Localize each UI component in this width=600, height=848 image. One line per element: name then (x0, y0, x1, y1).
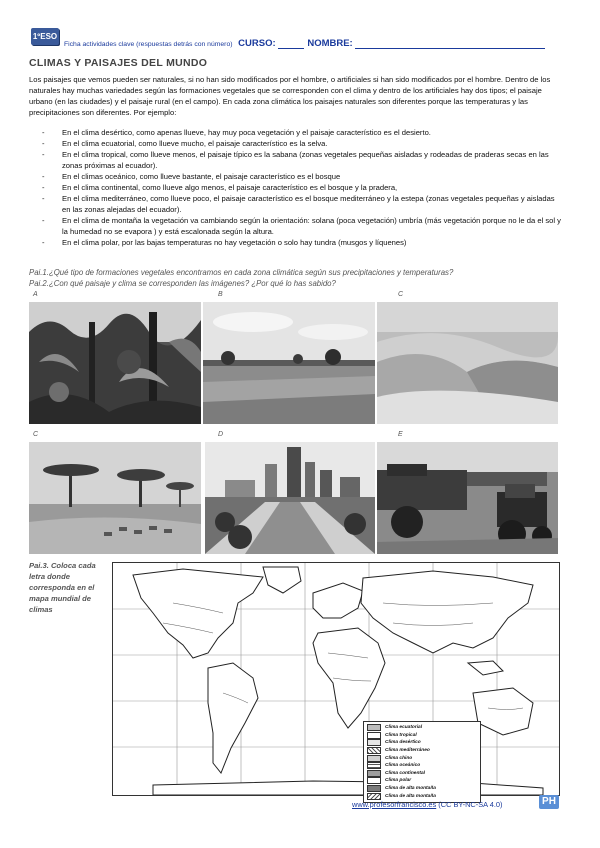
legend-row: Clima mediterráneo (367, 747, 477, 755)
list-item: - En el clima desértico, como apenas llueve, hay muy poca vegetación y el paisaje característico es el desierto. (40, 127, 562, 138)
nombre-field[interactable] (355, 40, 545, 49)
page-title: CLIMAS Y PAISAJES DEL MUNDO (29, 57, 208, 69)
curso-field[interactable] (278, 40, 304, 49)
list-item: - En el clima polar, por las bajas temperaturas no hay vegetación o solo hay tundra (musgos y líquenes) (40, 237, 562, 248)
list-item: - En el clima mediterráneo, como llueve poco, el paisaje característico es el bosque mediterráneo y la estepa (zonas vegetales pequeñas y aisladas en las zonas alejadas del ecuador). (40, 193, 562, 215)
ph-logo: PH (539, 795, 559, 809)
map-legend (363, 721, 481, 803)
legend-row: Clima chino (367, 754, 477, 762)
photo-label-e: E (398, 431, 403, 438)
legend-row: Clima tropical (367, 732, 477, 740)
photo-city (205, 442, 375, 554)
photo-label-b: B (218, 291, 223, 298)
course-badge: 1ºESO (31, 28, 59, 45)
license-text: (CC BY-NC-SA 4.0) (438, 800, 503, 809)
world-climate-map[interactable] (112, 562, 560, 799)
worksheet-header (64, 38, 545, 49)
legend-row: Clima polar (367, 777, 477, 785)
website-link[interactable]: www.profesorfrancisco.es (352, 800, 437, 809)
activity-pai2: Pai.2.¿Con qué paisaje y clima se corresponden las imágenes? ¿Por qué lo has sabido? (29, 279, 336, 288)
photo-meadow (203, 302, 375, 424)
climate-list (40, 127, 562, 248)
photo-label-a: A (33, 291, 38, 298)
photo-label-d: D (218, 431, 224, 438)
legend-row: Clima desértico (367, 739, 477, 747)
photo-farm (377, 442, 558, 554)
list-item: - En el climas oceánico, como llueve bastante, el paisaje característico es el bosque (40, 171, 562, 182)
legend-row: Clima de alta montaña (367, 785, 477, 793)
list-item: - En el clima continental, como llueve algo menos, el paisaje característico es el bosque y la pradera, (40, 182, 562, 193)
legend-row: Clima ecuatorial (367, 724, 477, 732)
legend-row: Clima oceánico (367, 762, 477, 770)
legend-row: Clima continental (367, 770, 477, 778)
photo-label-c: C (398, 291, 404, 298)
activity-pai3: Pai.3. Coloca cada letra donde corresponda en el mapa mundial de climas (29, 561, 96, 614)
photo-savanna (29, 442, 201, 554)
list-item: - En el clima de montaña la vegetación va cambiando según la orientación: solana (poca vegetación) umbría (más vegetación porque no le da el sol y la humedad no se evapora ) y está escalonada según la altura. (40, 215, 562, 237)
list-item: - En el clima tropical, como llueve menos, el paisaje típico es la sabana (zonas vegetales pequeñas aisladas y rodeadas de praderas secas en las zonas próximas al ecuador). (40, 149, 562, 171)
photo-desert (377, 302, 558, 424)
legend-row: Clima de alta montaña (367, 792, 477, 800)
activity-pai1: Pai.1.¿Qué tipo de formaciones vegetales encontramos en cada zona climática según sus precipitaciones y temperaturas? (29, 268, 454, 277)
photo-jungle (29, 302, 201, 424)
worksheet-subtitle: Ficha actividades clave (respuestas detrás con número) (64, 41, 233, 48)
footer (352, 800, 502, 809)
list-item: - En el clima ecuatorial, como llueve mucho, el paisaje característico es la selva. (40, 138, 562, 149)
nombre-label: NOMBRE: (307, 38, 353, 49)
intro-paragraph: Los paisajes que vemos pueden ser naturales, si no han sido modificados por el hombre, o artificiales si han sido modificados por el hombre. Dentro de los naturales hay muchas variedades según las formaciones vegetales que se corresponden con el clima y dentro de los artificiales hay dos tipos; el paisaje urbano (en las ciudades) y el paisaje rural (en el campo). En cada zona climática los paisajes naturales son diferentes porque las temperaturas y las precipitaciones son diferentes. Por ejemplo: (29, 75, 551, 117)
photo-label-c2: C (33, 431, 39, 438)
curso-label: CURSO: (238, 38, 276, 49)
